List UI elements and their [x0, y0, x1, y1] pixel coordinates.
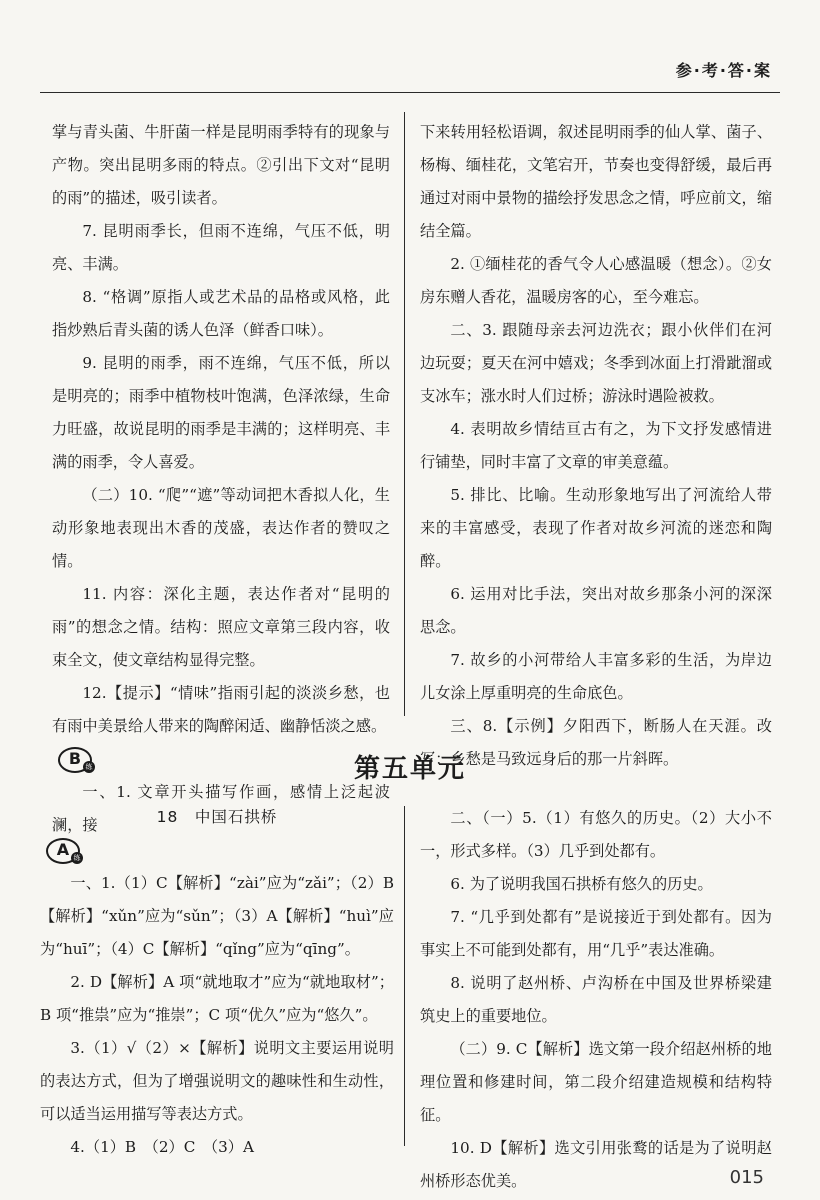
page-number: 015 [729, 1167, 764, 1188]
paragraph: 11. 内容：深化主题，表达作者对“昆明的雨”的想念之情。结构：照应文章第三段内容，收束全文，使文章结构显得完整。 [52, 585, 390, 669]
paragraph: 二、（一）5.（1）有悠久的历史。（2）大小不一，形式多样。（3）几乎到处都有。 [420, 809, 772, 860]
answers-bottom-right [420, 802, 772, 1198]
page-header: 参·考·答·案 [675, 61, 772, 80]
paragraph: 掌与青头菌、牛肝菌一样是昆明雨季特有的现象与产物。突出昆明多雨的特点。②引出下文对“昆明的雨”的描述，吸引读者。 [52, 123, 390, 207]
paragraph: 12.【提示】“情味”指雨引起的淡淡乡愁，也有雨中美景给人带来的陶醉闲适、幽静恬淡之感。 [52, 684, 390, 735]
answers-top-left [52, 116, 390, 842]
paragraph: （二）10. “爬”“遮”等动词把木香拟人化，生动形象地表现出木香的茂盛，表达作者的赞叹之情。 [52, 486, 390, 570]
answers-top-right [420, 116, 772, 776]
paragraph: 7. “几乎到处都有”是说接近于到处都有。因为事实上不可能到处都有，用“几乎”表达准确。 [420, 908, 772, 959]
a-level-badge [40, 834, 394, 867]
paragraph: 7. 故乡的小河带给人丰富多彩的生活，为岸边儿女涂上厚重明亮的生命底色。 [420, 651, 772, 702]
b-badge-icon: B 练 [58, 747, 92, 773]
header-rule [40, 92, 780, 93]
paragraph: 4. 表明故乡情结亘古有之，为下文抒发感情进行铺垫，同时丰富了文章的审美意蕴。 [420, 420, 772, 471]
paragraph: 10. D【解析】选文引用张鹜的话是为了说明赵州桥形态优美。 [420, 1139, 772, 1190]
answers-bottom-left [40, 800, 394, 1164]
paragraph: 4.（1）B （2）C （3）A [70, 1138, 254, 1156]
paragraph: 二、3. 跟随母亲去河边洗衣；跟小伙伴们在河边玩耍；夏天在河中嬉戏；冬季到冰面上打滑跐溜或支冰车；涨水时人们过桥；游泳时遇险被救。 [420, 321, 772, 405]
paragraph: 三、8.【示例】夕阳西下，断肠人在天涯。改写：乡愁是马致远身后的那一片斜晖。 [420, 717, 772, 768]
paragraph: 6. 运用对比手法，突出对故乡那条小河的深深思念。 [420, 585, 772, 636]
column-divider-bottom [404, 806, 405, 1146]
paragraph: 2. D【解析】A 项“就地取才”应为“就地取材”；B 项“推祟”应为“推崇”；C 项“优久”应为“悠久”。 [40, 973, 394, 1024]
paragraph: 8. “格调”原指人或艺术品的品格或风格，此指炒熟后青头菌的诱人色泽（鲜香口味）。 [52, 288, 390, 339]
paragraph: 5. 排比、比喻。生动形象地写出了河流给人带来的丰富感受，表现了作者对故乡河流的迷恋和陶醉。 [420, 486, 772, 570]
paragraph: （二）9. C【解析】选文第一段介绍赵州桥的地理位置和修建时间，第二段介绍建造规模和结构特征。 [420, 1040, 772, 1124]
paragraph: 7. 昆明雨季长，但雨不连绵，气压不低，明亮、丰满。 [52, 222, 390, 273]
paragraph: 下来转用轻松语调，叙述昆明雨季的仙人掌、菌子、杨梅、缅桂花，文笔宕开，节奏也变得舒缓，最后再通过对雨中景物的描绘抒发思念之情，呼应前文，缩结全篇。 [420, 123, 772, 240]
lesson-title: 18 中国石拱桥 [156, 808, 278, 826]
unit-title: 第五单元 [353, 754, 466, 784]
a-badge-icon: A 练 [46, 838, 80, 864]
paragraph: 一、1. 文章开头描写作画，感情上泛起波澜，接 [52, 783, 390, 834]
paragraph: 一、1.（1）C【解析】“zài”应为“zǎi”；（2）B【解析】“xǔn”应为“sǔn”；（3）A【解析】“huì”应为“huī”；（4）C【解析】“qǐng”应为“qīng”。 [40, 874, 394, 958]
paragraph: 3.（1）√（2）×【解析】说明文主要运用说明的表达方式，但为了增强说明文的趣味性和生动性，可以适当运用描写等表达方式。 [40, 1039, 394, 1123]
paragraph: 9. 昆明的雨季，雨不连绵，气压不低，所以是明亮的；雨季中植物枝叶饱满，色泽浓绿，生命力旺盛，故说昆明的雨季是丰满的；这样明亮、丰满的雨季，令人喜爱。 [52, 354, 390, 471]
column-divider-top [404, 112, 405, 716]
paragraph: 6. 为了说明我国石拱桥有悠久的历史。 [450, 875, 713, 893]
paragraph: 2. ①缅桂花的香气令人心感温暖（想念）。②女房东赠人香花，温暖房客的心，至今难忘。 [420, 255, 772, 306]
paragraph: 8. 说明了赵州桥、卢沟桥在中国及世界桥梁建筑史上的重要地位。 [420, 974, 772, 1025]
